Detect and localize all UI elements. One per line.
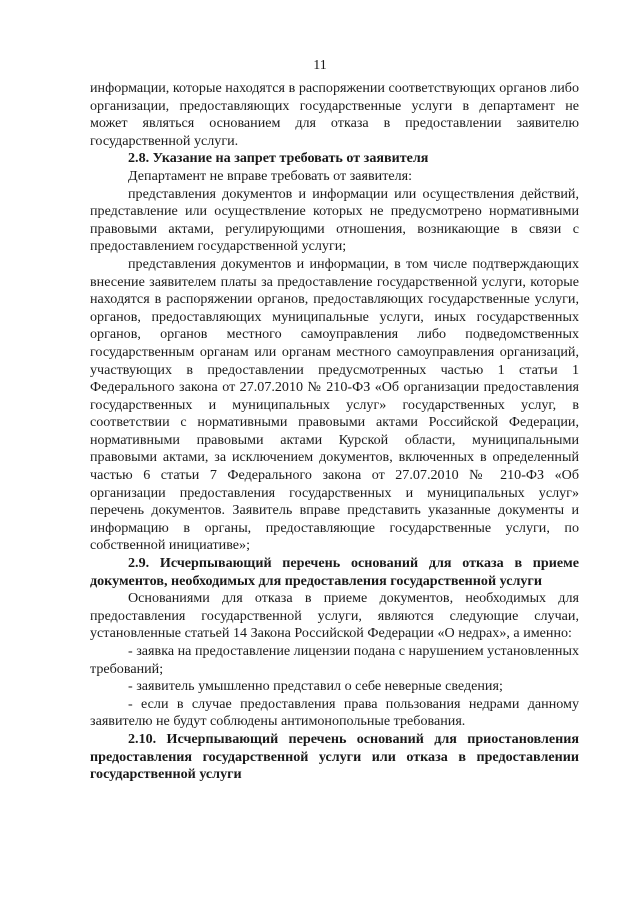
heading-2-9: 2.9. Исчерпывающий перечень оснований для отказа в приеме документов, необходимых для предоставления государственной услуги <box>90 555 579 589</box>
paragraph-department-prohibition: Департамент не вправе требовать от заявителя: <box>128 167 413 184</box>
list-item-violation: - заявка на предоставление лицензии подана с нарушением установленных требований; <box>90 643 579 677</box>
list-item-antimonopoly: - если в случае предоставления права пользования недрами данному заявителю не будут соблюдены антимонопольные требования. <box>90 695 579 730</box>
document-body <box>90 80 579 784</box>
heading-2-8: 2.8. Указание на запрет требовать от заявителя <box>128 150 429 167</box>
heading-2-10: 2.10. Исчерпывающий перечень оснований для приостановления предоставления государственной услуги или отказа в предоставлении государственной услуги <box>90 730 579 783</box>
paragraph-refusal-grounds: Основаниями для отказа в приеме документов, необходимых для предоставления государственной услуги, являются следующие случаи, установленные статьей 14 Закона Российской Федерации «О недрах», а именно: <box>90 590 579 642</box>
paragraph-continuation: информации, которые находятся в распоряжении соответствующих органов либо организации, предоставляющих государственные услуги в департамент не может являться основанием для отказа в предоставлении заявителю государственной услуги. <box>90 80 579 149</box>
list-item-false-info: - заявитель умышленно представил о себе неверные сведения; <box>128 678 503 695</box>
page-number: 11 <box>313 58 327 73</box>
paragraph-prohibition-item-2: представления документов и информации, в том числе подтверждающих внесение заявителем платы за предоставление государственной услуги, которые находятся в распоряжении органов, предоставляющих государственные услуги, органов, предоставляющих муниципальные услуги, иных государственных органов, органов местного самоуправления либо подведомственных государственным органам или органам местного самоуправления организаций, участвующих в предоставлении предусмотренных частью 1 статьи 1 Федерального закона от 27.07.2010 № 210-ФЗ «Об организации предоставления государственных и муниципальных услуг» государственных услуг, в соответствии с нормативными правовыми актами Российской Федерации, нормативными правовыми актами Курской области, муниципальными правовыми актами, за исключением документов, включенных в определенный частью 6 статьи 7 Федерального закона от 27.07.2010 № 210-ФЗ «Об организации предоставления государственных и муниципальных услуг» перечень документов. Заявитель вправе представить указанные документы и информацию в органы, предоставляющие государственные услуги, по собственной инициативе»; <box>90 255 579 554</box>
paragraph-prohibition-item-1: представления документов и информации или осуществления действий, представление или осуществление которых не предусмотрено нормативными правовыми актами, регулирующими отношения, возникающие в связи с предоставлением государственной услуги; <box>90 185 579 255</box>
